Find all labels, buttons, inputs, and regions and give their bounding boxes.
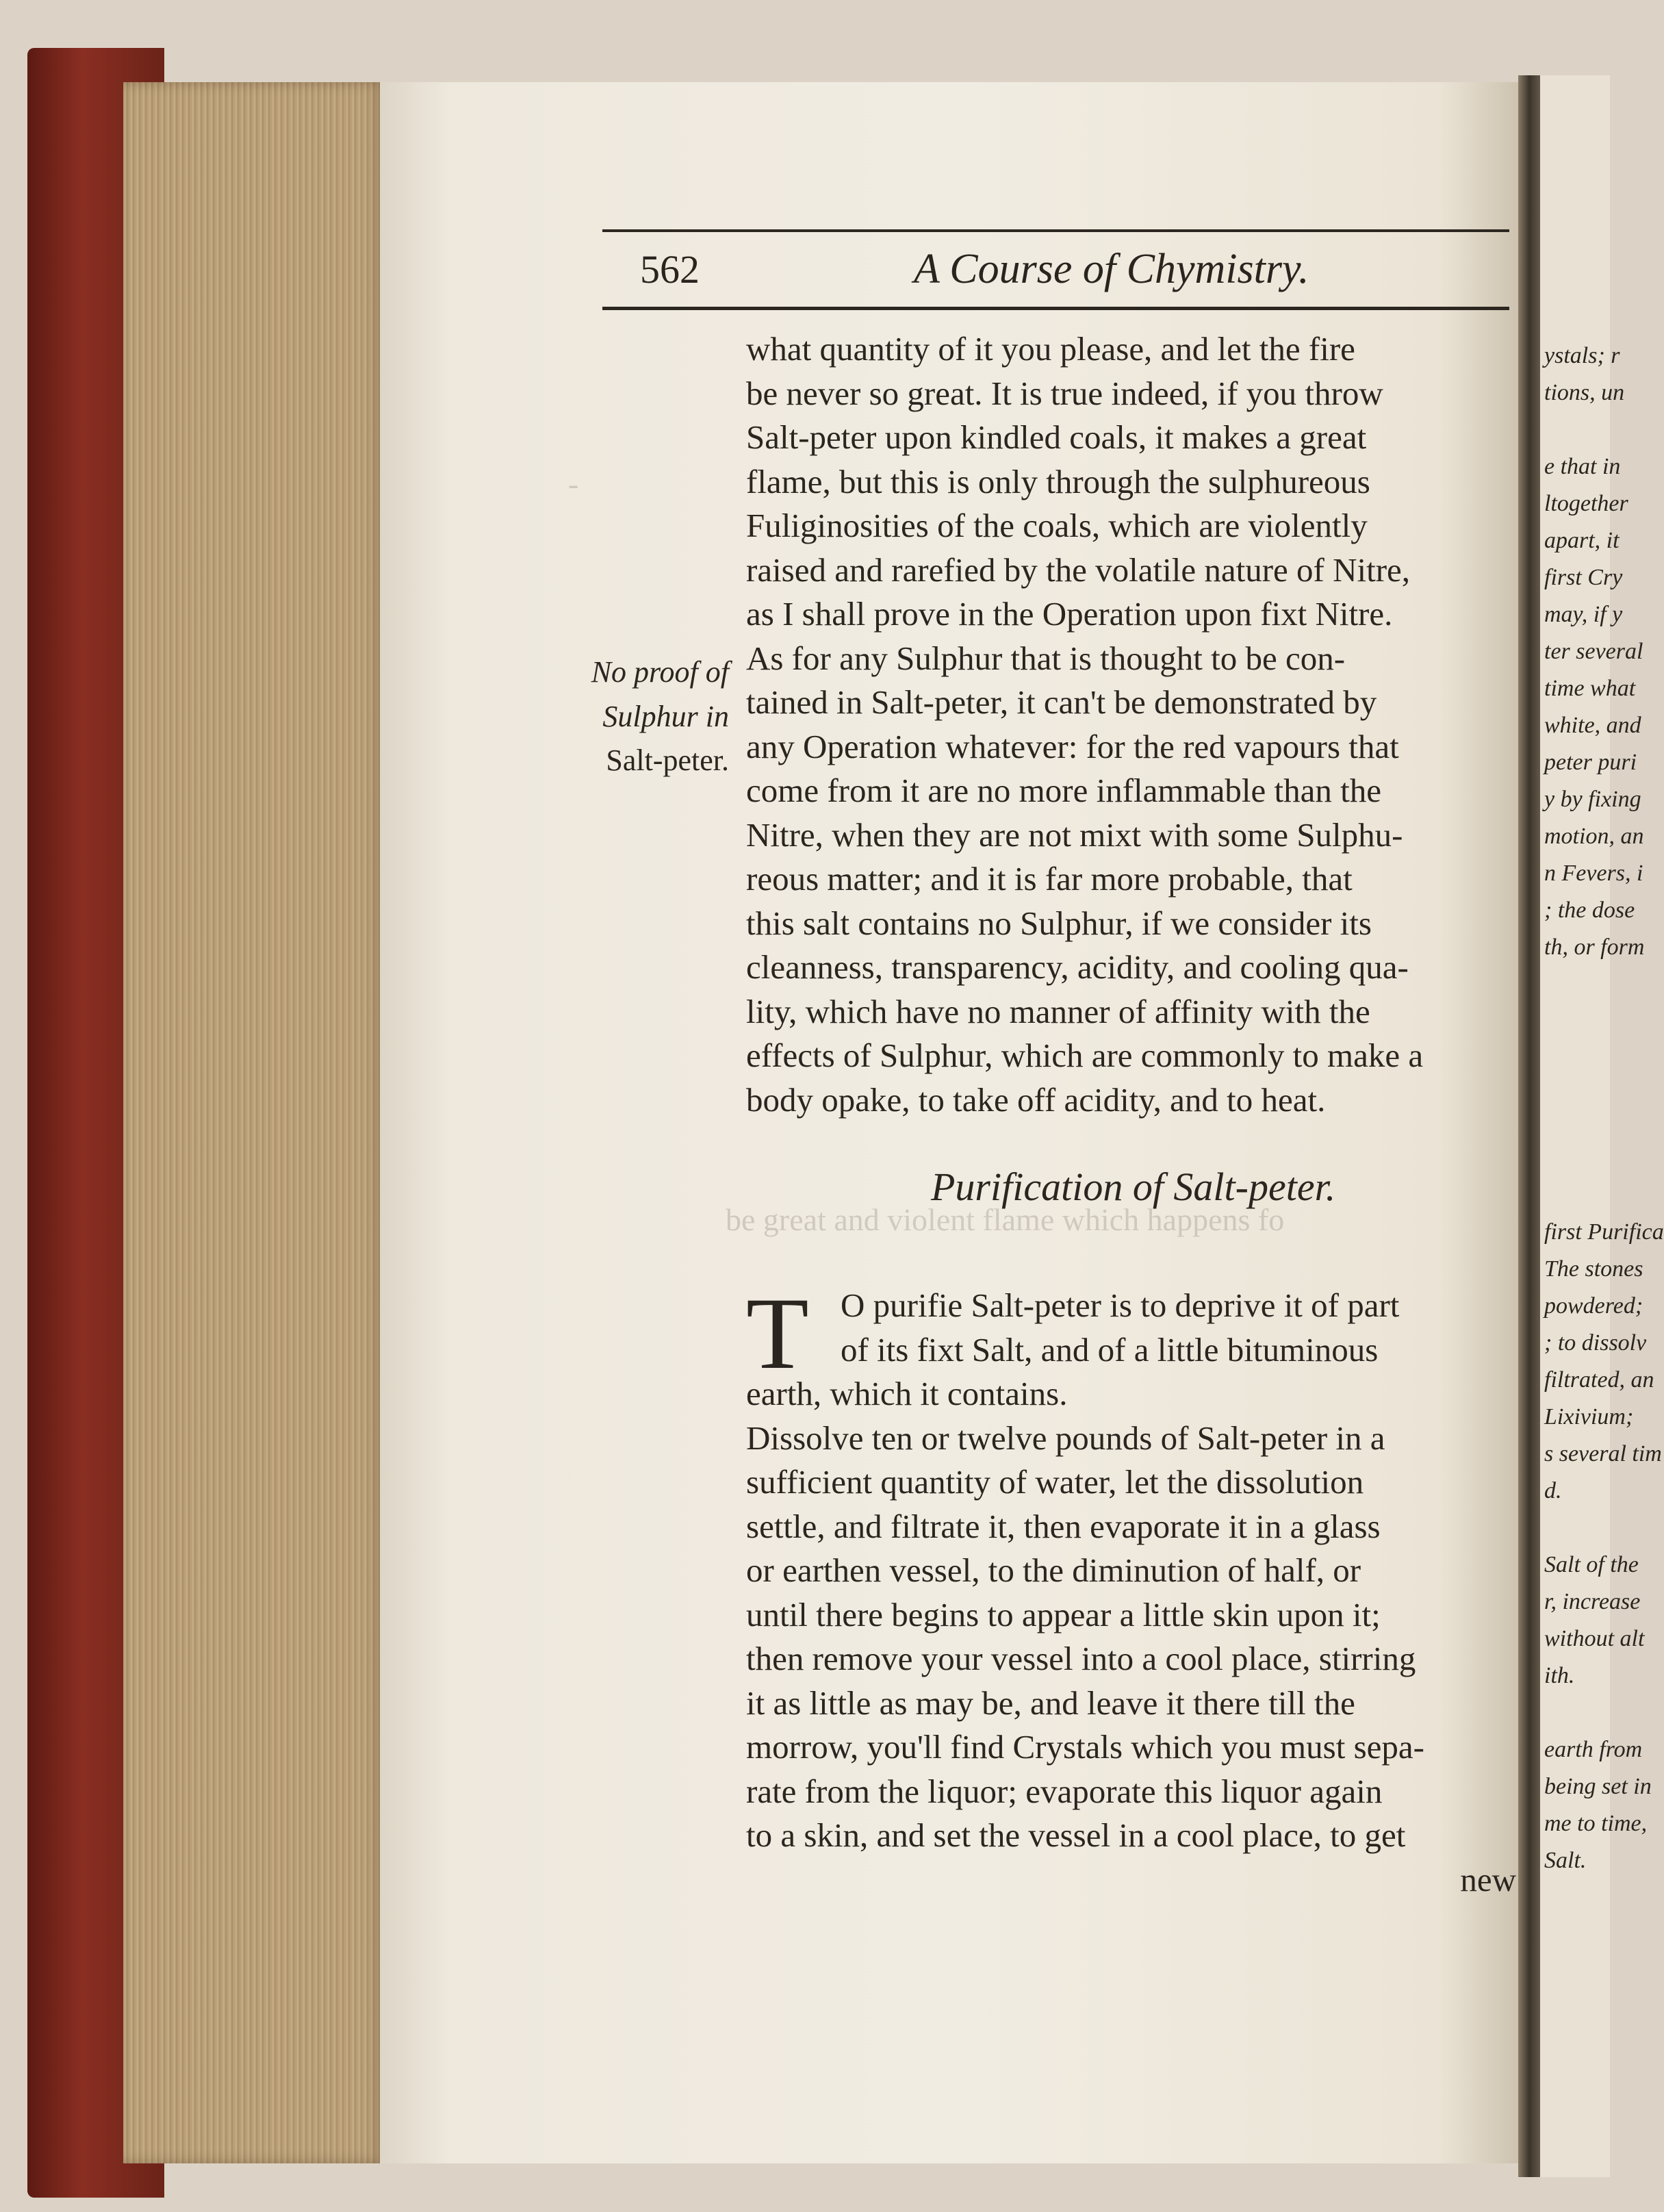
text-line: earth, which it contains. <box>746 1375 1068 1412</box>
facing-page-fragment: r, increase <box>1544 1589 1641 1614</box>
facing-page-fragment: ystals; r <box>1544 343 1620 368</box>
margin-note <box>558 650 729 783</box>
margin-note-line: No proof of <box>591 655 729 689</box>
section-body-text <box>746 1372 1516 1858</box>
text-line: or earthen vessel, to the diminution of half, or <box>746 1551 1361 1589</box>
text-line: rate from the liquor; evaporate this liquor again <box>746 1772 1383 1810</box>
facing-page-fragment: Salt. <box>1544 1848 1587 1873</box>
text-line: of its fixt Salt, and of a little bituminous <box>841 1330 1379 1369</box>
facing-page-fragment: first Purifica <box>1544 1219 1664 1245</box>
facing-page-fragment: white, and <box>1544 713 1641 738</box>
facing-page-fragment: d. <box>1544 1478 1562 1503</box>
text-line: Dissolve ten or twelve pounds of Salt-peter in a <box>746 1419 1385 1457</box>
facing-page-fragment: first Cry <box>1544 565 1623 590</box>
facing-page <box>1540 75 1664 2177</box>
body-text <box>746 327 1516 1122</box>
text-line: Nitre, when they are not mixt with some Sulphu- <box>746 815 1403 854</box>
facing-page-fragment: being set in <box>1544 1774 1652 1799</box>
text-line: Salt-peter upon kindled coals, it makes a great <box>746 418 1367 456</box>
text-line: lity, which have no manner of affinity with the <box>746 992 1370 1030</box>
book-gutter <box>1518 75 1543 2177</box>
text-line: be never so great. It is true indeed, if you throw <box>746 374 1383 412</box>
facing-page-fragment: ter several <box>1544 639 1643 664</box>
header-rule-top <box>602 229 1509 232</box>
text-line: settle, and filtrate it, then evaporate it in a glass <box>746 1507 1381 1545</box>
text-line: morrow, you'll find Crystals which you must sepa- <box>746 1728 1424 1766</box>
header-rule-bottom <box>602 307 1509 310</box>
facing-page-fragment: y by fixing <box>1544 787 1641 812</box>
facing-page-fragment: Salt of the <box>1544 1552 1639 1577</box>
facing-page-fragment: motion, an <box>1544 824 1644 849</box>
text-line: this salt contains no Sulphur, if we consider its <box>746 904 1372 942</box>
text-line: cleanness, transparency, acidity, and cooling qua- <box>746 948 1409 986</box>
facing-page-fragment: apart, it <box>1544 528 1620 553</box>
text-line: what quantity of it you please, and let the fire <box>746 330 1355 368</box>
text-line: reous matter; and it is far more probable, that <box>746 860 1353 898</box>
facing-page-fragment: tions, un <box>1544 380 1625 405</box>
margin-note-line: Salt-peter. <box>606 743 729 777</box>
text-line: then remove your vessel into a cool place, stirring <box>746 1640 1416 1677</box>
text-line: effects of Sulphur, which are commonly to make a <box>746 1037 1424 1074</box>
facing-page-fragment: Lixivium; <box>1544 1404 1634 1429</box>
facing-page-fragment: without alt <box>1544 1626 1645 1651</box>
text-line: until there begins to appear a little skin upon it; <box>746 1595 1381 1633</box>
catchword-text: new <box>1460 1861 1516 1898</box>
text-line: body opake, to take off acidity, and to heat. <box>746 1080 1326 1119</box>
text-line: come from it are no more inflammable than the <box>746 772 1381 809</box>
facing-page-fragment: th, or form <box>1544 935 1645 960</box>
facing-page-fragment: peter puri <box>1544 750 1637 775</box>
facing-page-fragment: s several tim <box>1544 1441 1662 1466</box>
facing-page-fragment: ith. <box>1544 1663 1575 1688</box>
page-number: 562 <box>640 247 700 292</box>
facing-page-fragment: ; to dissolv <box>1544 1330 1647 1356</box>
text-line: As for any Sulphur that is thought to be con- <box>746 639 1346 677</box>
text-line: it as little as may be, and leave it there till the <box>746 1683 1355 1722</box>
text-line: Fuliginosities of the coals, which are violently <box>746 507 1368 544</box>
facing-page-fragment: ; the dose <box>1544 898 1635 923</box>
running-title: A Course of Chymistry. <box>914 246 1309 292</box>
facing-page-fragment: e that in <box>1544 454 1621 479</box>
facing-page-fragment: me to time, <box>1544 1811 1648 1836</box>
text-line: to a skin, and set the vessel in a cool place, to get <box>746 1816 1406 1854</box>
text-line: O purifie Salt-peter is to deprive it of part <box>841 1286 1400 1324</box>
section-heading: Purification of Salt-peter. <box>931 1165 1336 1209</box>
drop-cap: T <box>746 1277 809 1390</box>
facing-page-fragment: filtrated, an <box>1544 1367 1654 1393</box>
section-first-lines <box>841 1284 1516 1372</box>
facing-page-fragment: earth from <box>1544 1737 1643 1762</box>
text-line: sufficient quantity of water, let the dissolution <box>746 1463 1364 1501</box>
facing-page-fragment: may, if y <box>1544 602 1623 627</box>
facing-page-fragment: time what <box>1544 676 1636 701</box>
text-line: as I shall prove in the Operation upon fixt Nitre. <box>746 595 1393 633</box>
catchword <box>746 1858 1516 1903</box>
facing-page-fragment: n Fevers, i <box>1544 861 1643 886</box>
margin-note-line: Sulphur in <box>602 699 729 733</box>
page-edges <box>123 82 383 2163</box>
text-line: tained in Salt-peter, it can't be demonstrated by <box>746 683 1377 721</box>
facing-page-fragment: ltogether <box>1544 491 1628 516</box>
text-line: any Operation whatever: for the red vapours that <box>746 727 1399 765</box>
text-line: raised and rarefied by the volatile nature of Nitre, <box>746 550 1411 589</box>
facing-page-fragment: powdered; <box>1544 1293 1643 1319</box>
facing-page-fragment: The stones <box>1544 1256 1643 1282</box>
text-line: flame, but this is only through the sulphureous <box>746 462 1370 500</box>
